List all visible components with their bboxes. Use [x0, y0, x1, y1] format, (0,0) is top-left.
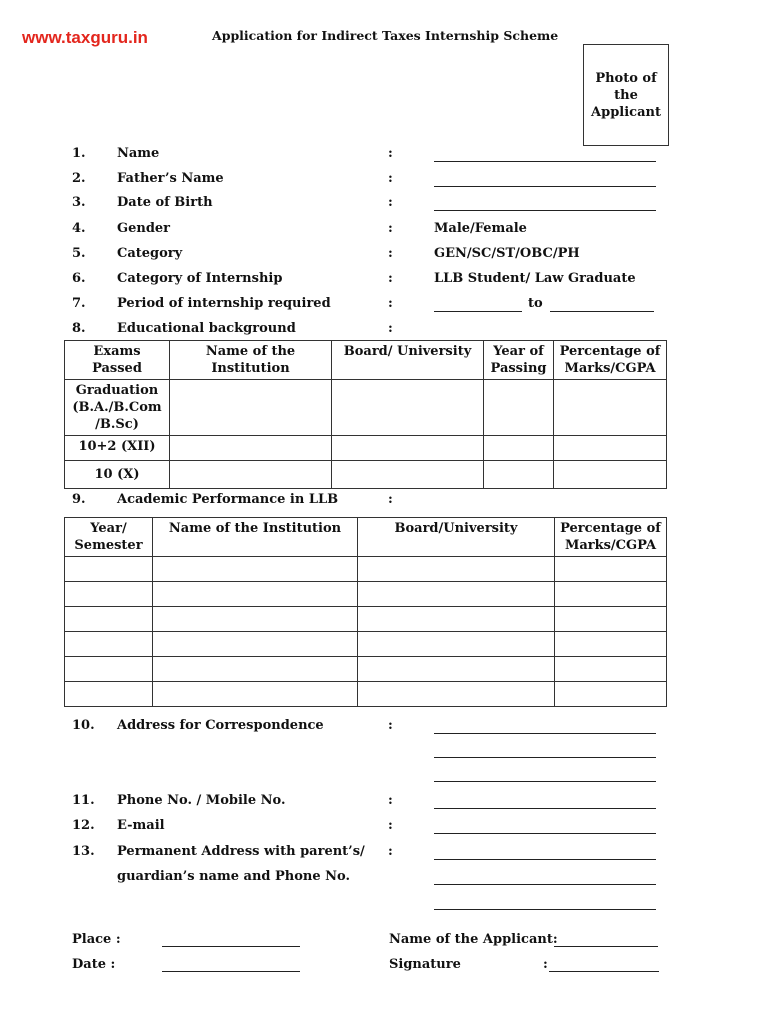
photo-box	[583, 44, 669, 146]
field-colon: :	[388, 296, 393, 311]
field-number: 3.	[72, 195, 86, 210]
field-number: 10.	[72, 718, 95, 733]
table-row	[65, 657, 667, 682]
table-cell[interactable]	[555, 557, 667, 582]
table-row	[65, 461, 667, 489]
field-label: Category	[117, 246, 183, 261]
row-label: Graduation (B.A./B.Com /B.Sc)	[65, 380, 170, 436]
field-number: 2.	[72, 171, 86, 186]
field-colon: :	[388, 221, 393, 236]
table-cell[interactable]	[332, 436, 484, 461]
table-header: Exams Passed	[65, 341, 170, 380]
table-cell[interactable]	[554, 380, 667, 436]
place-input-line[interactable]	[162, 946, 300, 947]
row-label: 10+2 (XII)	[65, 436, 170, 461]
field-label: Period of internship required	[117, 296, 331, 311]
table-cell[interactable]	[358, 557, 555, 582]
table-cell[interactable]	[65, 682, 153, 707]
table-header: Name of the Institution	[153, 518, 358, 557]
field-colon: :	[388, 146, 393, 161]
place-label: Place :	[72, 932, 121, 947]
table-header: Name of the Institution	[170, 341, 332, 380]
phone-input-line[interactable]	[434, 808, 656, 809]
table-row	[65, 557, 667, 582]
permanent-address-line-3[interactable]	[434, 909, 656, 910]
date-label: Date :	[72, 957, 116, 972]
table-cell[interactable]	[554, 461, 667, 489]
table-cell[interactable]	[65, 557, 153, 582]
table-cell[interactable]	[555, 582, 667, 607]
field-colon: :	[388, 492, 393, 507]
table-cell[interactable]	[170, 436, 332, 461]
name-input-line[interactable]	[434, 161, 656, 162]
table-cell[interactable]	[153, 632, 358, 657]
field-number: 1.	[72, 146, 86, 161]
table-cell[interactable]	[170, 380, 332, 436]
signature-label: Signature	[389, 957, 461, 972]
table-row	[65, 436, 667, 461]
internship-category-options[interactable]: LLB Student/ Law Graduate	[434, 271, 636, 286]
photo-box-label: Photo of the Applicant	[591, 70, 661, 120]
field-colon: :	[388, 171, 393, 186]
field-colon: :	[388, 195, 393, 210]
field-colon: :	[388, 246, 393, 261]
period-from-line[interactable]	[434, 311, 522, 312]
table-cell[interactable]	[554, 436, 667, 461]
table-cell[interactable]	[358, 632, 555, 657]
field-number: 12.	[72, 818, 95, 833]
table-cell[interactable]	[555, 607, 667, 632]
fathers-name-input-line[interactable]	[434, 186, 656, 187]
field-number: 8.	[72, 321, 86, 336]
table-row	[65, 632, 667, 657]
permanent-address-line-1[interactable]	[434, 859, 656, 860]
education-table	[64, 340, 667, 489]
field-number: 7.	[72, 296, 86, 311]
field-label: Educational background	[117, 321, 296, 336]
field-label: Name	[117, 146, 160, 161]
table-cell[interactable]	[153, 607, 358, 632]
field-number: 4.	[72, 221, 86, 236]
table-header: Percentage of Marks/CGPA	[555, 518, 667, 557]
table-row	[65, 380, 667, 436]
field-colon: :	[388, 818, 393, 833]
table-cell[interactable]	[484, 436, 554, 461]
field-label: Date of Birth	[117, 195, 213, 210]
field-label: Address for Correspondence	[117, 718, 324, 733]
row-label: 10 (X)	[65, 461, 170, 489]
address-line-1[interactable]	[434, 733, 656, 734]
table-cell[interactable]	[358, 582, 555, 607]
llb-table	[64, 517, 667, 707]
field-label: Gender	[117, 221, 171, 236]
table-cell[interactable]	[153, 557, 358, 582]
table-cell[interactable]	[65, 582, 153, 607]
table-cell[interactable]	[555, 657, 667, 682]
category-options[interactable]: GEN/SC/ST/OBC/PH	[434, 246, 580, 261]
table-header: Board/ University	[332, 341, 484, 380]
field-colon: :	[388, 321, 393, 336]
field-label: Father’s Name	[117, 171, 224, 186]
table-header: Board/University	[358, 518, 555, 557]
field-number: 6.	[72, 271, 86, 286]
permanent-address-line-2[interactable]	[434, 884, 656, 885]
table-cell[interactable]	[332, 461, 484, 489]
field-number: 13.	[72, 844, 95, 859]
table-cell[interactable]	[358, 682, 555, 707]
table-cell[interactable]	[332, 380, 484, 436]
signature-colon: :	[543, 957, 548, 972]
field-colon: :	[388, 844, 393, 859]
field-label-continued: guardian’s name and Phone No.	[117, 869, 351, 884]
field-label: E-mail	[117, 818, 165, 833]
taxguru-logo: www.taxguru.in	[22, 28, 148, 47]
signature-line[interactable]	[549, 971, 659, 972]
table-cell[interactable]	[153, 682, 358, 707]
table-cell[interactable]	[555, 632, 667, 657]
address-line-3[interactable]	[434, 781, 656, 782]
table-row	[65, 607, 667, 632]
field-number: 5.	[72, 246, 86, 261]
table-header: Year of Passing	[484, 341, 554, 380]
field-label: Phone No. / Mobile No.	[117, 793, 286, 808]
period-to-line[interactable]	[550, 311, 654, 312]
field-number: 9.	[72, 492, 86, 507]
applicant-name-line[interactable]	[554, 946, 658, 947]
table-cell[interactable]	[170, 461, 332, 489]
applicant-name-label: Name of the Applicant:	[389, 932, 558, 947]
table-cell[interactable]	[358, 607, 555, 632]
table-header: Year/ Semester	[65, 518, 153, 557]
table-header-row	[65, 518, 667, 557]
field-label: Permanent Address with parent’s/	[117, 844, 365, 859]
table-cell[interactable]	[65, 657, 153, 682]
address-line-2[interactable]	[434, 757, 656, 758]
field-colon: :	[388, 271, 393, 286]
field-label: Academic Performance in LLB	[117, 492, 339, 507]
dob-input-line[interactable]	[434, 210, 656, 211]
field-label: Category of Internship	[117, 271, 283, 286]
table-cell[interactable]	[153, 582, 358, 607]
table-cell[interactable]	[484, 461, 554, 489]
table-cell[interactable]	[153, 657, 358, 682]
table-cell[interactable]	[65, 632, 153, 657]
table-cell[interactable]	[65, 607, 153, 632]
table-row	[65, 682, 667, 707]
table-row	[65, 582, 667, 607]
field-colon: :	[388, 793, 393, 808]
email-input-line[interactable]	[434, 833, 656, 834]
period-to-label: to	[528, 296, 543, 311]
field-number: 11.	[72, 793, 95, 808]
table-header: Percentage of Marks/CGPA	[554, 341, 667, 380]
date-input-line[interactable]	[162, 971, 300, 972]
table-header-row	[65, 341, 667, 380]
field-colon: :	[388, 718, 393, 733]
form-title: Application for Indirect Taxes Internship Scheme	[212, 28, 559, 43]
table-cell[interactable]	[484, 380, 554, 436]
table-cell[interactable]	[358, 657, 555, 682]
table-cell[interactable]	[555, 682, 667, 707]
gender-options[interactable]: Male/Female	[434, 221, 527, 236]
